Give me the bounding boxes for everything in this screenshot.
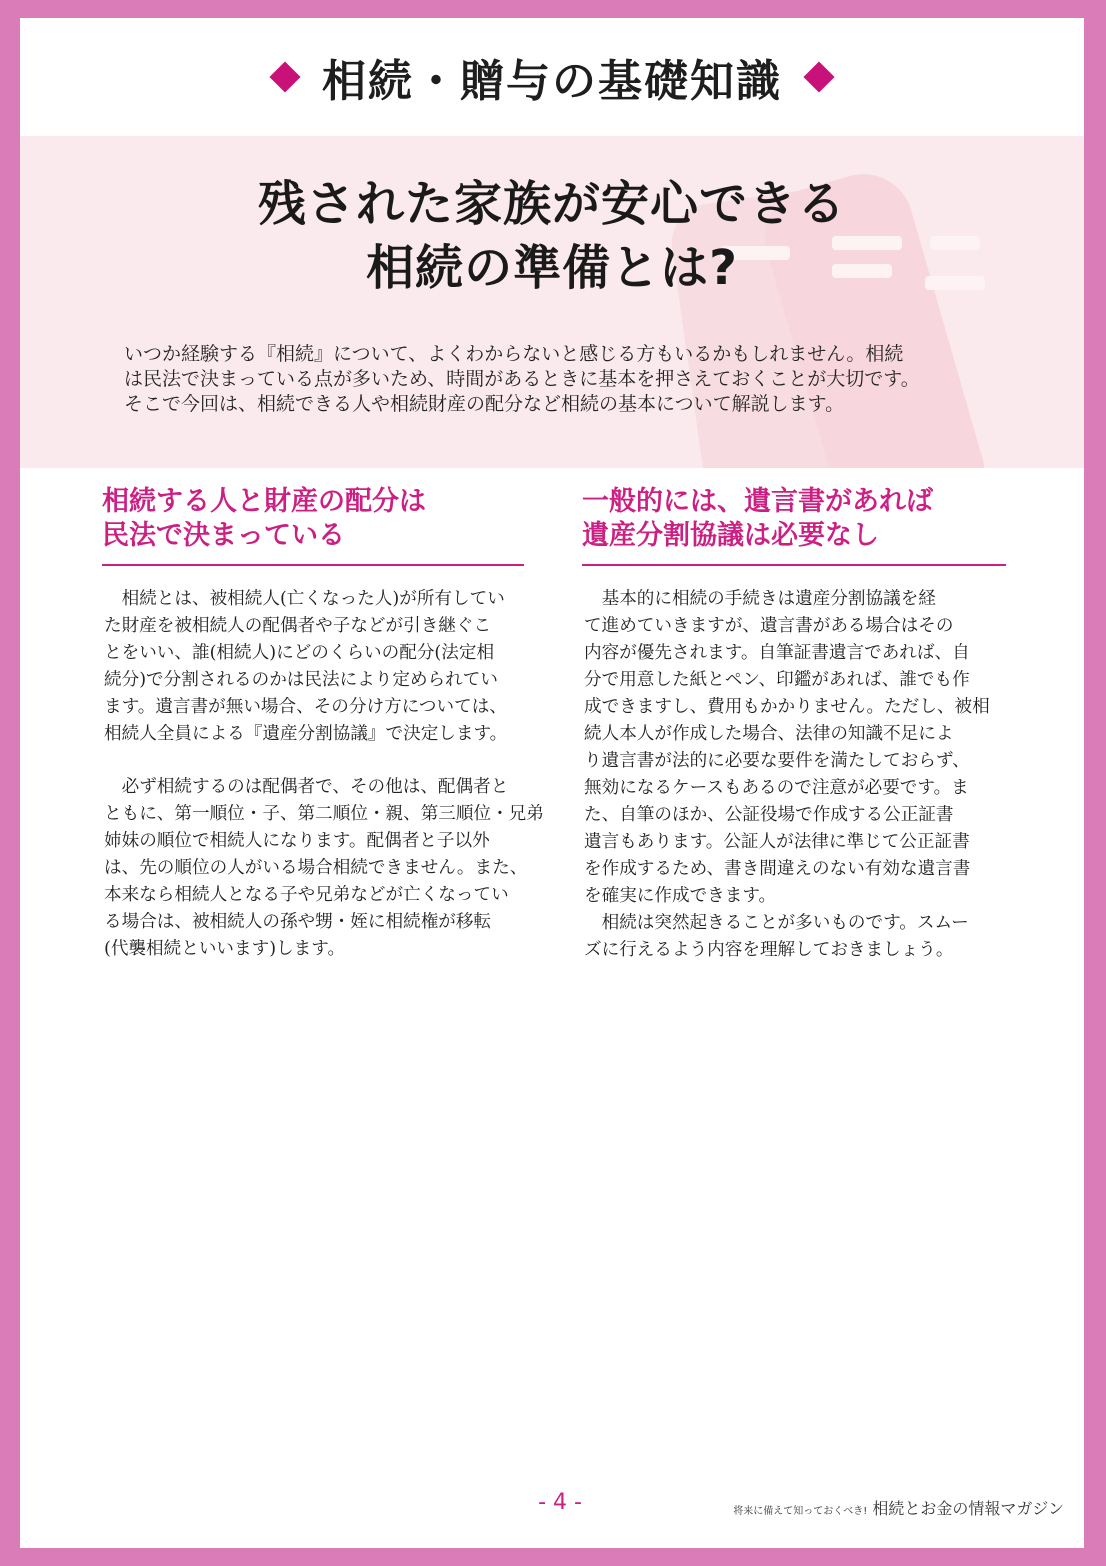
intro-line: は民法で決まっている点が多いため、時間があるときに基本を押さえておくことが大切です。 <box>124 368 920 390</box>
footer-tagline: 将来に備えて知っておくべき! <box>733 1506 868 1517</box>
text-line: 続分)で分割されるのかは民法により定められてい <box>104 670 498 690</box>
text-line: は、先の順位の人がいる場合相続できません。また、 <box>104 858 528 878</box>
page <box>20 18 1084 1548</box>
text-line: 内容が優先されます。自筆証書遺言であれば、自 <box>584 643 970 663</box>
text-line: 続人本人が作成した場合、法律の知識不足によ <box>584 724 954 744</box>
text-line: ます。遺言書が無い場合、その分け方については、 <box>104 697 507 717</box>
text-line: とをいい、誰(相続人)にどのくらいの配分(法定相 <box>104 643 495 663</box>
text-line: 相続人全員による『遺産分割協議』で決定します。 <box>104 724 508 744</box>
page-number: - 4 - <box>538 1490 582 1515</box>
text-line: 本来なら相続人となる子や兄弟などが亡くなってい <box>104 885 509 905</box>
article-title <box>20 172 1084 300</box>
text-line: て進めていきますが、遺言書がある場合はその <box>584 616 954 636</box>
text-line: 遺言もあります。公証人が法律に準じて公正証書 <box>584 832 970 852</box>
intro-line: いつか経験する『相続』について、よくわからないと感じる方もいるかもしれません。相続 <box>124 343 904 365</box>
text-line: を確実に作成できます。 <box>584 886 777 906</box>
diamond-right-icon <box>803 61 834 92</box>
text-line: 必ず相続するのは配偶者で、その他は、配偶者と <box>121 777 509 797</box>
text-line: (代襲相続といいます)します。 <box>104 939 346 959</box>
heading-line: 相続する人と財産の配分は <box>102 486 426 517</box>
text-line: た、自筆のほか、公証役場で作成する公正証書 <box>584 805 954 825</box>
right-column-rule <box>582 564 1006 566</box>
heading-line: 民法で決まっている <box>102 520 345 551</box>
left-column-rule <box>102 564 524 566</box>
text-line: を作成するため、書き間違えのない有効な遺言書 <box>584 859 971 879</box>
magazine-title: 相続とお金の情報マガジン <box>872 1499 1064 1518</box>
right-column-body <box>584 586 1024 964</box>
text-line: 相続は突然起きることが多いものです。スムー <box>601 913 969 933</box>
article-title-line: 残された家族が安心できる <box>257 176 846 232</box>
section-title: 相続・贈与の基礎知識 <box>322 56 782 107</box>
text-line: り遺言書が法的に必要な要件を満たしておらず、 <box>584 751 970 771</box>
section-header <box>20 18 1084 136</box>
magazine-footer <box>692 1496 1064 1519</box>
left-column-heading <box>102 485 426 553</box>
intro-line: そこで今回は、相続できる人や相続財産の配分など相続の基本について解説します。 <box>124 393 845 415</box>
text-line: ともに、第一順位・子、第二順位・親、第三順位・兄弟 <box>104 804 544 824</box>
text-line: 分で用意した紙とペン、印鑑があれば、誰でも作 <box>584 670 970 690</box>
diamond-left-icon <box>269 61 300 92</box>
text-line: ズに行えるよう内容を理解しておきましょう。 <box>584 940 954 960</box>
heading-line: 遺産分割協議は必要なし <box>582 520 879 551</box>
article-intro <box>124 342 1004 417</box>
text-line: 無効になるケースもあるので注意が必要です。ま <box>584 778 969 798</box>
hero-banner <box>20 136 1084 468</box>
right-column-heading <box>582 485 933 553</box>
text-line: 相続とは、被相続人(亡くなった人)が所有してい <box>121 589 505 609</box>
text-line: た財産を被相続人の配偶者や子などが引き継ぐこ <box>104 616 492 636</box>
text-line: る場合は、被相続人の孫や甥・姪に相続権が移転 <box>104 912 492 932</box>
article-title-line: 相続の準備とは? <box>366 240 738 296</box>
heading-line: 一般的には、遺言書があれば <box>582 486 933 517</box>
text-line: 基本的に相続の手続きは遺産分割協議を経 <box>601 589 936 609</box>
text-line: 姉妹の順位で相続人になります。配偶者と子以外 <box>104 831 490 851</box>
left-column-body <box>104 586 544 963</box>
text-line: 成できますし、費用もかかりません。ただし、被相 <box>584 697 990 717</box>
